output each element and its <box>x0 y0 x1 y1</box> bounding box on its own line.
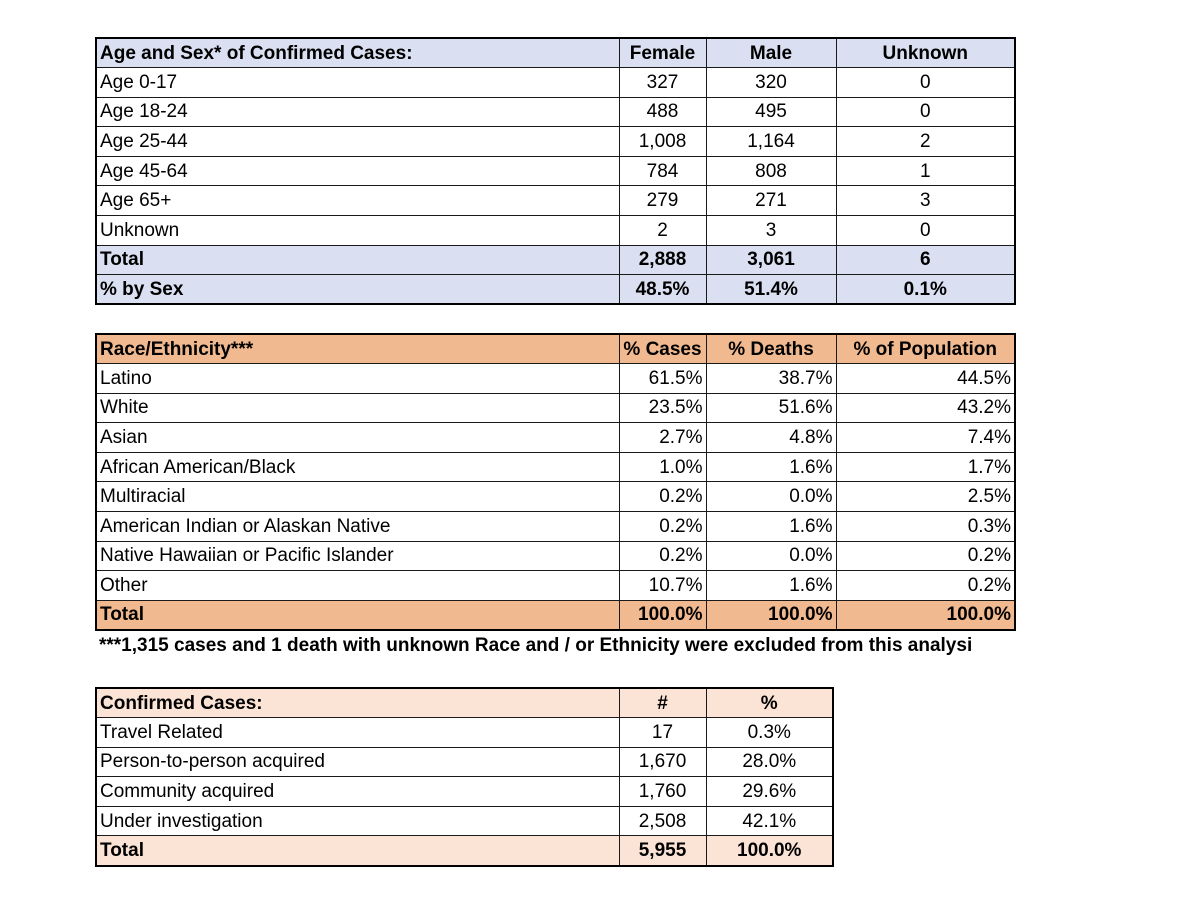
race-row-cell: 44.5% <box>836 364 1015 394</box>
age-sex-header-unknown: Unknown <box>836 38 1015 68</box>
confirmed-row-cell: 1,670 <box>619 747 706 777</box>
confirmed-row-cell: Person-to-person acquired <box>96 747 619 777</box>
race-row-cell: 4.8% <box>706 423 836 453</box>
race-total-deaths: 100.0% <box>706 600 836 630</box>
age-sex-row-cell: 1 <box>836 156 1015 186</box>
age-sex-row <box>96 186 1015 216</box>
confirmed-cases-table <box>95 687 834 867</box>
confirmed-row-cell: 29.6% <box>706 777 833 807</box>
race-row <box>96 364 1015 394</box>
age-sex-row-cell: 1,164 <box>706 127 836 157</box>
confirmed-row-cell: Travel Related <box>96 718 619 748</box>
confirmed-row-cell: 2,508 <box>619 806 706 836</box>
race-row <box>96 541 1015 571</box>
age-sex-total-unknown: 6 <box>836 245 1015 275</box>
age-sex-row-cell: 3 <box>706 216 836 246</box>
race-row-cell: 0.2% <box>619 482 706 512</box>
race-row-cell: 23.5% <box>619 393 706 423</box>
confirmed-row-cell: 42.1% <box>706 806 833 836</box>
age-sex-row-cell: 488 <box>619 97 706 127</box>
age-sex-row-cell: 2 <box>619 216 706 246</box>
confirmed-row <box>96 777 833 807</box>
confirmed-row-cell: 0.3% <box>706 718 833 748</box>
race-total-population: 100.0% <box>836 600 1015 630</box>
race-header-label: Race/Ethnicity*** <box>96 334 619 364</box>
confirmed-total-label: Total <box>96 836 619 866</box>
age-sex-row-cell: 0 <box>836 68 1015 98</box>
age-sex-row-cell: 808 <box>706 156 836 186</box>
race-header-cases: % Cases <box>619 334 706 364</box>
age-sex-row-cell: 495 <box>706 97 836 127</box>
confirmed-header-row <box>96 688 833 718</box>
age-sex-row <box>96 97 1015 127</box>
age-sex-total-male: 3,061 <box>706 245 836 275</box>
age-sex-pct-label: % by Sex <box>96 275 619 305</box>
age-sex-row-cell: 320 <box>706 68 836 98</box>
race-row-cell: Latino <box>96 364 619 394</box>
age-sex-row-cell: 0 <box>836 97 1015 127</box>
age-sex-row-cell: 279 <box>619 186 706 216</box>
age-sex-total-label: Total <box>96 245 619 275</box>
race-row <box>96 512 1015 542</box>
age-sex-row <box>96 127 1015 157</box>
race-header-row <box>96 334 1015 364</box>
age-sex-row-cell: Age 65+ <box>96 186 619 216</box>
confirmed-header-count: # <box>619 688 706 718</box>
age-sex-header-row <box>96 38 1015 68</box>
age-sex-row-cell: Age 18-24 <box>96 97 619 127</box>
race-row <box>96 482 1015 512</box>
confirmed-row-cell: Community acquired <box>96 777 619 807</box>
race-row-cell: Native Hawaiian or Pacific Islander <box>96 541 619 571</box>
race-row-cell: 2.5% <box>836 482 1015 512</box>
race-row-cell: 43.2% <box>836 393 1015 423</box>
race-row-cell: 1.6% <box>706 512 836 542</box>
age-sex-row-cell: 271 <box>706 186 836 216</box>
race-total-row <box>96 600 1015 630</box>
confirmed-row <box>96 718 833 748</box>
race-row-cell: 0.2% <box>619 541 706 571</box>
race-row-cell: 0.3% <box>836 512 1015 542</box>
age-sex-row-cell: 0 <box>836 216 1015 246</box>
age-sex-pct-unknown: 0.1% <box>836 275 1015 305</box>
race-row-cell: 0.2% <box>619 512 706 542</box>
age-sex-row <box>96 156 1015 186</box>
race-row-cell: 2.7% <box>619 423 706 453</box>
race-row-cell: White <box>96 393 619 423</box>
confirmed-row-cell: 28.0% <box>706 747 833 777</box>
age-sex-row-cell: Unknown <box>96 216 619 246</box>
age-sex-row-cell: 1,008 <box>619 127 706 157</box>
race-row-cell: Asian <box>96 423 619 453</box>
race-ethnicity-table <box>95 333 1016 631</box>
race-row-cell: 0.0% <box>706 482 836 512</box>
age-sex-row-cell: 3 <box>836 186 1015 216</box>
race-header-population: % of Population <box>836 334 1015 364</box>
race-row-cell: African American/Black <box>96 452 619 482</box>
race-row <box>96 571 1015 601</box>
age-sex-header-male: Male <box>706 38 836 68</box>
race-row-cell: 0.2% <box>836 541 1015 571</box>
race-footnote: ***1,315 cases and 1 death with unknown Race and / or Ethnicity were excluded from this analysi <box>99 635 973 656</box>
race-row-cell: Multiracial <box>96 482 619 512</box>
race-row <box>96 393 1015 423</box>
age-sex-table <box>95 37 1016 305</box>
age-sex-pct-male: 51.4% <box>706 275 836 305</box>
age-sex-row-cell: Age 25-44 <box>96 127 619 157</box>
age-sex-row-cell: 784 <box>619 156 706 186</box>
confirmed-header-pct: % <box>706 688 833 718</box>
age-sex-row-cell: 327 <box>619 68 706 98</box>
race-header-deaths: % Deaths <box>706 334 836 364</box>
confirmed-row-cell: 17 <box>619 718 706 748</box>
confirmed-row-cell: Under investigation <box>96 806 619 836</box>
age-sex-row-cell: Age 0-17 <box>96 68 619 98</box>
race-row-cell: 51.6% <box>706 393 836 423</box>
race-row-cell: 1.6% <box>706 571 836 601</box>
age-sex-header-label: Age and Sex* of Confirmed Cases: <box>96 38 619 68</box>
age-sex-row <box>96 216 1015 246</box>
race-row-cell: American Indian or Alaskan Native <box>96 512 619 542</box>
confirmed-total-pct: 100.0% <box>706 836 833 866</box>
race-row-cell: 10.7% <box>619 571 706 601</box>
age-sex-row <box>96 68 1015 98</box>
race-row-cell: 1.7% <box>836 452 1015 482</box>
confirmed-row <box>96 747 833 777</box>
age-sex-header-female: Female <box>619 38 706 68</box>
age-sex-row-cell: 2 <box>836 127 1015 157</box>
confirmed-total-count: 5,955 <box>619 836 706 866</box>
race-row-cell: 0.2% <box>836 571 1015 601</box>
race-row <box>96 423 1015 453</box>
race-row-cell: 7.4% <box>836 423 1015 453</box>
race-total-cases: 100.0% <box>619 600 706 630</box>
race-row-cell: Other <box>96 571 619 601</box>
age-sex-pct-female: 48.5% <box>619 275 706 305</box>
confirmed-total-row <box>96 836 833 866</box>
confirmed-header-label: Confirmed Cases: <box>96 688 619 718</box>
age-sex-total-row <box>96 245 1015 275</box>
race-row <box>96 452 1015 482</box>
race-row-cell: 0.0% <box>706 541 836 571</box>
age-sex-pct-row <box>96 275 1015 305</box>
confirmed-row-cell: 1,760 <box>619 777 706 807</box>
race-row-cell: 1.6% <box>706 452 836 482</box>
race-row-cell: 1.0% <box>619 452 706 482</box>
race-row-cell: 38.7% <box>706 364 836 394</box>
race-row-cell: 61.5% <box>619 364 706 394</box>
confirmed-row <box>96 806 833 836</box>
race-total-label: Total <box>96 600 619 630</box>
age-sex-row-cell: Age 45-64 <box>96 156 619 186</box>
age-sex-total-female: 2,888 <box>619 245 706 275</box>
